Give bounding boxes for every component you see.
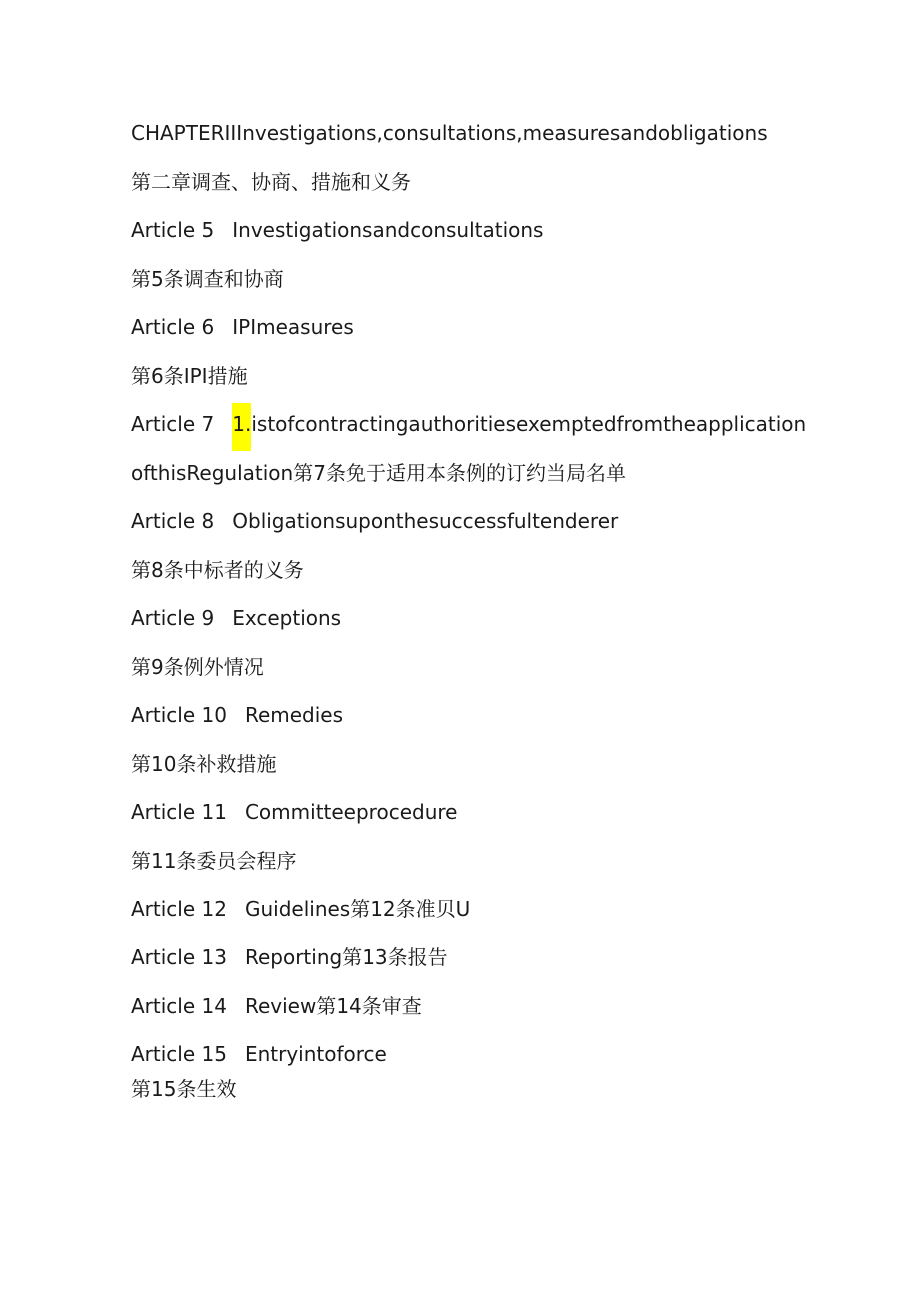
article-title: Investigationsandconsultations xyxy=(232,218,544,242)
article-15-heading xyxy=(131,1041,387,1067)
article-14-heading xyxy=(131,993,422,1019)
article-6-heading xyxy=(131,314,354,340)
article-title: Review第14条审查 xyxy=(244,994,422,1018)
article-5-heading xyxy=(131,217,543,243)
article-13-heading xyxy=(131,944,448,970)
article-number: Article 7 xyxy=(131,412,215,436)
article-title: Reporting第13条报告 xyxy=(244,945,448,969)
article-title: Remedies xyxy=(244,703,344,727)
article-12-heading xyxy=(131,896,470,922)
article-title: istofcontractingauthoritiesexemptedfromtheapplication xyxy=(251,412,807,436)
article-title: Entryintoforce xyxy=(244,1042,387,1066)
article-number: Article 15 xyxy=(131,1042,227,1066)
article-9-zh: 第9条例外情况 xyxy=(131,655,264,679)
article-number: Article 10 xyxy=(131,703,227,727)
article-title: Obligationsuponthesuccessfultenderer xyxy=(232,509,619,533)
article-number: Article 8 xyxy=(131,509,215,533)
article-number: Article 14 xyxy=(131,994,227,1018)
article-title: Exceptions xyxy=(232,606,342,630)
article-8-zh: 第8条中标者的义务 xyxy=(131,558,304,582)
chapter-heading-en: CHAPTERIIInvestigations,consultations,measuresandobligations xyxy=(131,121,768,145)
article-number: Article 12 xyxy=(131,897,227,921)
article-7-heading xyxy=(131,411,806,437)
article-7-continuation: ofthisRegulation第7条免于适用本条例的订约当局名单 xyxy=(131,461,626,485)
article-10-zh: 第10条补救措施 xyxy=(131,752,277,776)
chapter-heading-zh: 第二章调查、协商、措施和义务 xyxy=(131,170,411,194)
article-title: IPImeasures xyxy=(232,315,354,339)
article-10-heading xyxy=(131,702,343,728)
article-number: Article 11 xyxy=(131,800,227,824)
article-9-heading xyxy=(131,605,341,631)
article-number: Article 9 xyxy=(131,606,215,630)
article-5-zh: 第5条调查和协商 xyxy=(131,267,284,291)
highlighted-marker: 1. xyxy=(232,403,251,451)
article-title: Guidelines第12条准贝U xyxy=(244,897,471,921)
article-8-heading xyxy=(131,508,618,534)
article-6-zh: 第6条IPI措施 xyxy=(131,364,248,388)
article-number: Article 13 xyxy=(131,945,227,969)
article-11-heading xyxy=(131,799,457,825)
article-11-zh: 第11条委员会程序 xyxy=(131,849,297,873)
article-title: Committeeprocedure xyxy=(244,800,458,824)
article-number: Article 6 xyxy=(131,315,215,339)
article-number: Article 5 xyxy=(131,218,215,242)
article-15-zh: 第15条生效 xyxy=(131,1077,237,1101)
